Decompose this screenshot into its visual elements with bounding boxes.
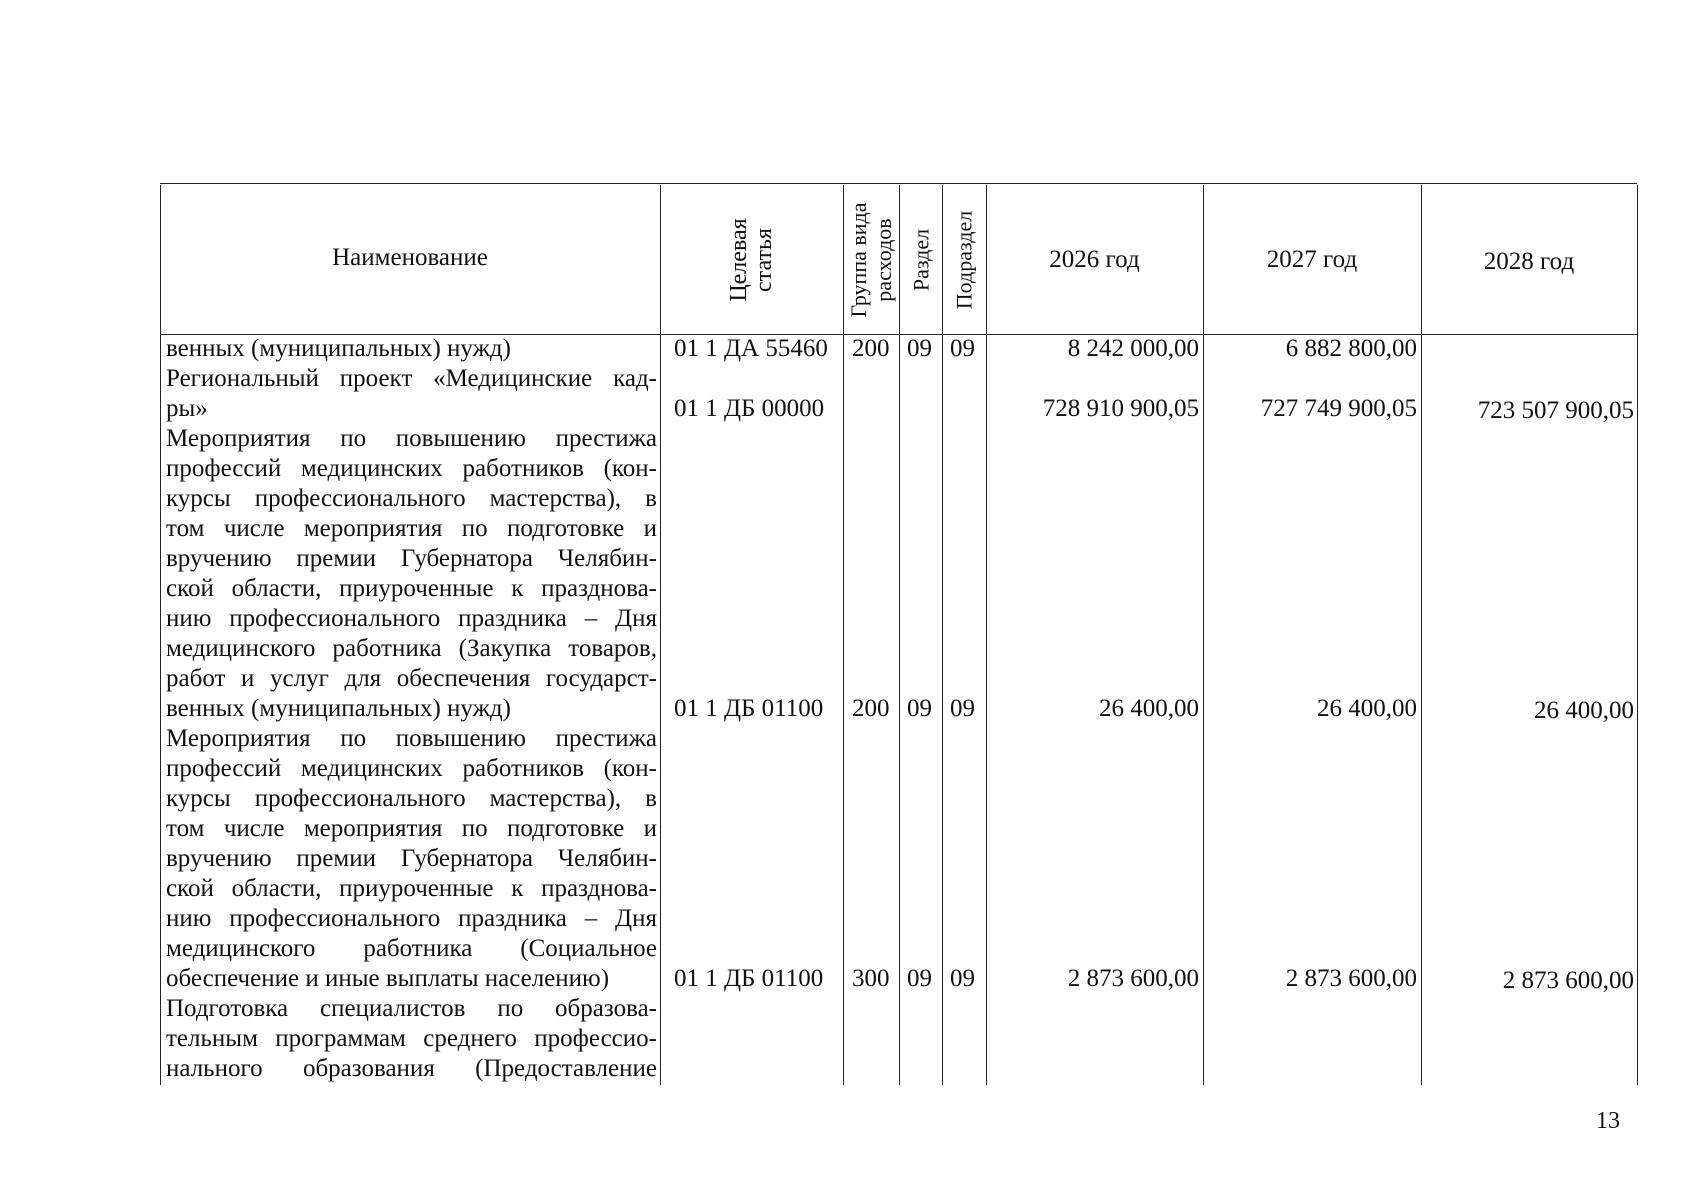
row-4-description <box>166 994 657 1084</box>
row-3-y2027: 2 873 600,00 <box>1285 965 1417 992</box>
row-0-description <box>166 334 657 364</box>
header-target <box>727 190 777 330</box>
row-3-y2028: 2 873 600,00 <box>1502 967 1634 994</box>
row-2-line-1: профессий медицинских работников (кон- <box>166 455 657 482</box>
row-1-y2027: 727 749 900,05 <box>1260 395 1417 422</box>
col-border-3 <box>899 185 900 1085</box>
col-border-6 <box>1203 185 1204 1085</box>
row-3-description <box>166 724 657 994</box>
header-year-2026: 2026 год <box>1049 246 1140 273</box>
row-3-line-8: обеспечение и иные выплаты населению) <box>166 965 610 992</box>
header-subsection: Подраздел <box>951 210 977 310</box>
row-3-group: 300 <box>852 965 890 992</box>
row-2-y2027: 26 400,00 <box>1317 695 1417 722</box>
row-3-line-0: Мероприятия по повышению престижа <box>166 725 657 752</box>
row-3-line-3: том числе мероприятия по подготовке и <box>166 815 657 842</box>
row-2-line-5: ской области, приуроченные к празднова- <box>166 575 657 602</box>
col-border-1 <box>660 185 661 1085</box>
row-2-section: 09 <box>907 695 932 722</box>
col-border-8 <box>1637 185 1638 1085</box>
row-2-subsection: 09 <box>950 695 975 722</box>
row-2-line-0: Мероприятия по повышению престижа <box>166 425 657 452</box>
header-target-text: Целевая статья <box>726 218 777 302</box>
row-2-line-6: нию профессионального праздника – Дня <box>166 605 657 632</box>
header-name: Наименование <box>332 244 488 271</box>
col-border-4 <box>942 185 943 1085</box>
table-top-border <box>160 183 1637 184</box>
row-3-line-2: курсы профессионального мастерства), в <box>166 785 657 812</box>
header-section: Раздел <box>908 228 934 292</box>
row-1-y2028: 723 507 900,05 <box>1477 397 1634 424</box>
col-border-2 <box>843 185 844 1085</box>
row-1-line-1: ры» <box>166 395 208 422</box>
row-0-code: 01 1 ДА 55460 <box>674 335 828 362</box>
row-2-line-9: венных (муниципальных) нужд) <box>166 695 511 722</box>
row-0-y2026: 8 242 000,00 <box>1067 335 1199 362</box>
header-group <box>846 190 896 330</box>
row-2-code: 01 1 ДБ 01100 <box>674 695 824 722</box>
col-border-7 <box>1421 185 1422 1085</box>
row-4-line-1: тельным программам среднего профессио- <box>166 1025 657 1052</box>
header-group-text: Группа вида расходов <box>846 202 896 318</box>
row-3-line-1: профессий медицинских работников (кон- <box>166 755 657 782</box>
row-2-line-8: работ и услуг для обеспечения государст- <box>166 665 657 692</box>
page-number: 13 <box>1596 1108 1620 1134</box>
col-border-0 <box>160 185 161 1085</box>
row-3-line-6: нию профессионального праздника – Дня <box>166 905 657 932</box>
row-3-line-4: вручению премии Губернатора Челябин- <box>166 845 657 872</box>
row-2-y2026: 26 400,00 <box>1099 695 1199 722</box>
row-0-group: 200 <box>852 335 890 362</box>
row-2-line-4: вручению премии Губернатора Челябин- <box>166 545 657 572</box>
row-2-line-2: курсы профессионального мастерства), в <box>166 485 657 512</box>
row-2-y2028: 26 400,00 <box>1534 697 1634 724</box>
row-2-group: 200 <box>852 695 890 722</box>
row-2-line-7: медицинского работника (Закупка товаров, <box>166 635 657 662</box>
row-4-line-2: нального образования (Предоставление <box>166 1055 657 1082</box>
row-0-line-0: венных (муниципальных) нужд) <box>166 335 511 362</box>
row-1-line-0: Региональный проект «Медицинские кад- <box>166 365 657 392</box>
row-0-section: 09 <box>907 335 932 362</box>
row-0-y2027: 6 882 800,00 <box>1285 335 1417 362</box>
header-year-2028: 2028 год <box>1483 248 1575 275</box>
col-border-5 <box>986 185 987 1085</box>
row-3-code: 01 1 ДБ 01100 <box>674 965 824 992</box>
row-1-y2026: 728 910 900,05 <box>1042 395 1199 422</box>
row-1-description <box>166 364 657 424</box>
row-3-line-5: ской области, приуроченные к празднова- <box>166 875 657 902</box>
header-year-2027: 2027 год <box>1266 246 1358 273</box>
row-3-section: 09 <box>907 965 932 992</box>
row-2-description <box>166 424 657 724</box>
row-2-line-3: том числе мероприятия по подготовке и <box>166 515 657 542</box>
row-1-code: 01 1 ДБ 00000 <box>674 395 825 422</box>
row-3-y2026: 2 873 600,00 <box>1067 965 1199 992</box>
row-4-line-0: Подготовка специалистов по образова- <box>166 995 657 1022</box>
row-3-line-7: медицинского работника (Социальное <box>166 935 657 962</box>
row-3-subsection: 09 <box>950 965 975 992</box>
row-0-subsection: 09 <box>950 335 975 362</box>
